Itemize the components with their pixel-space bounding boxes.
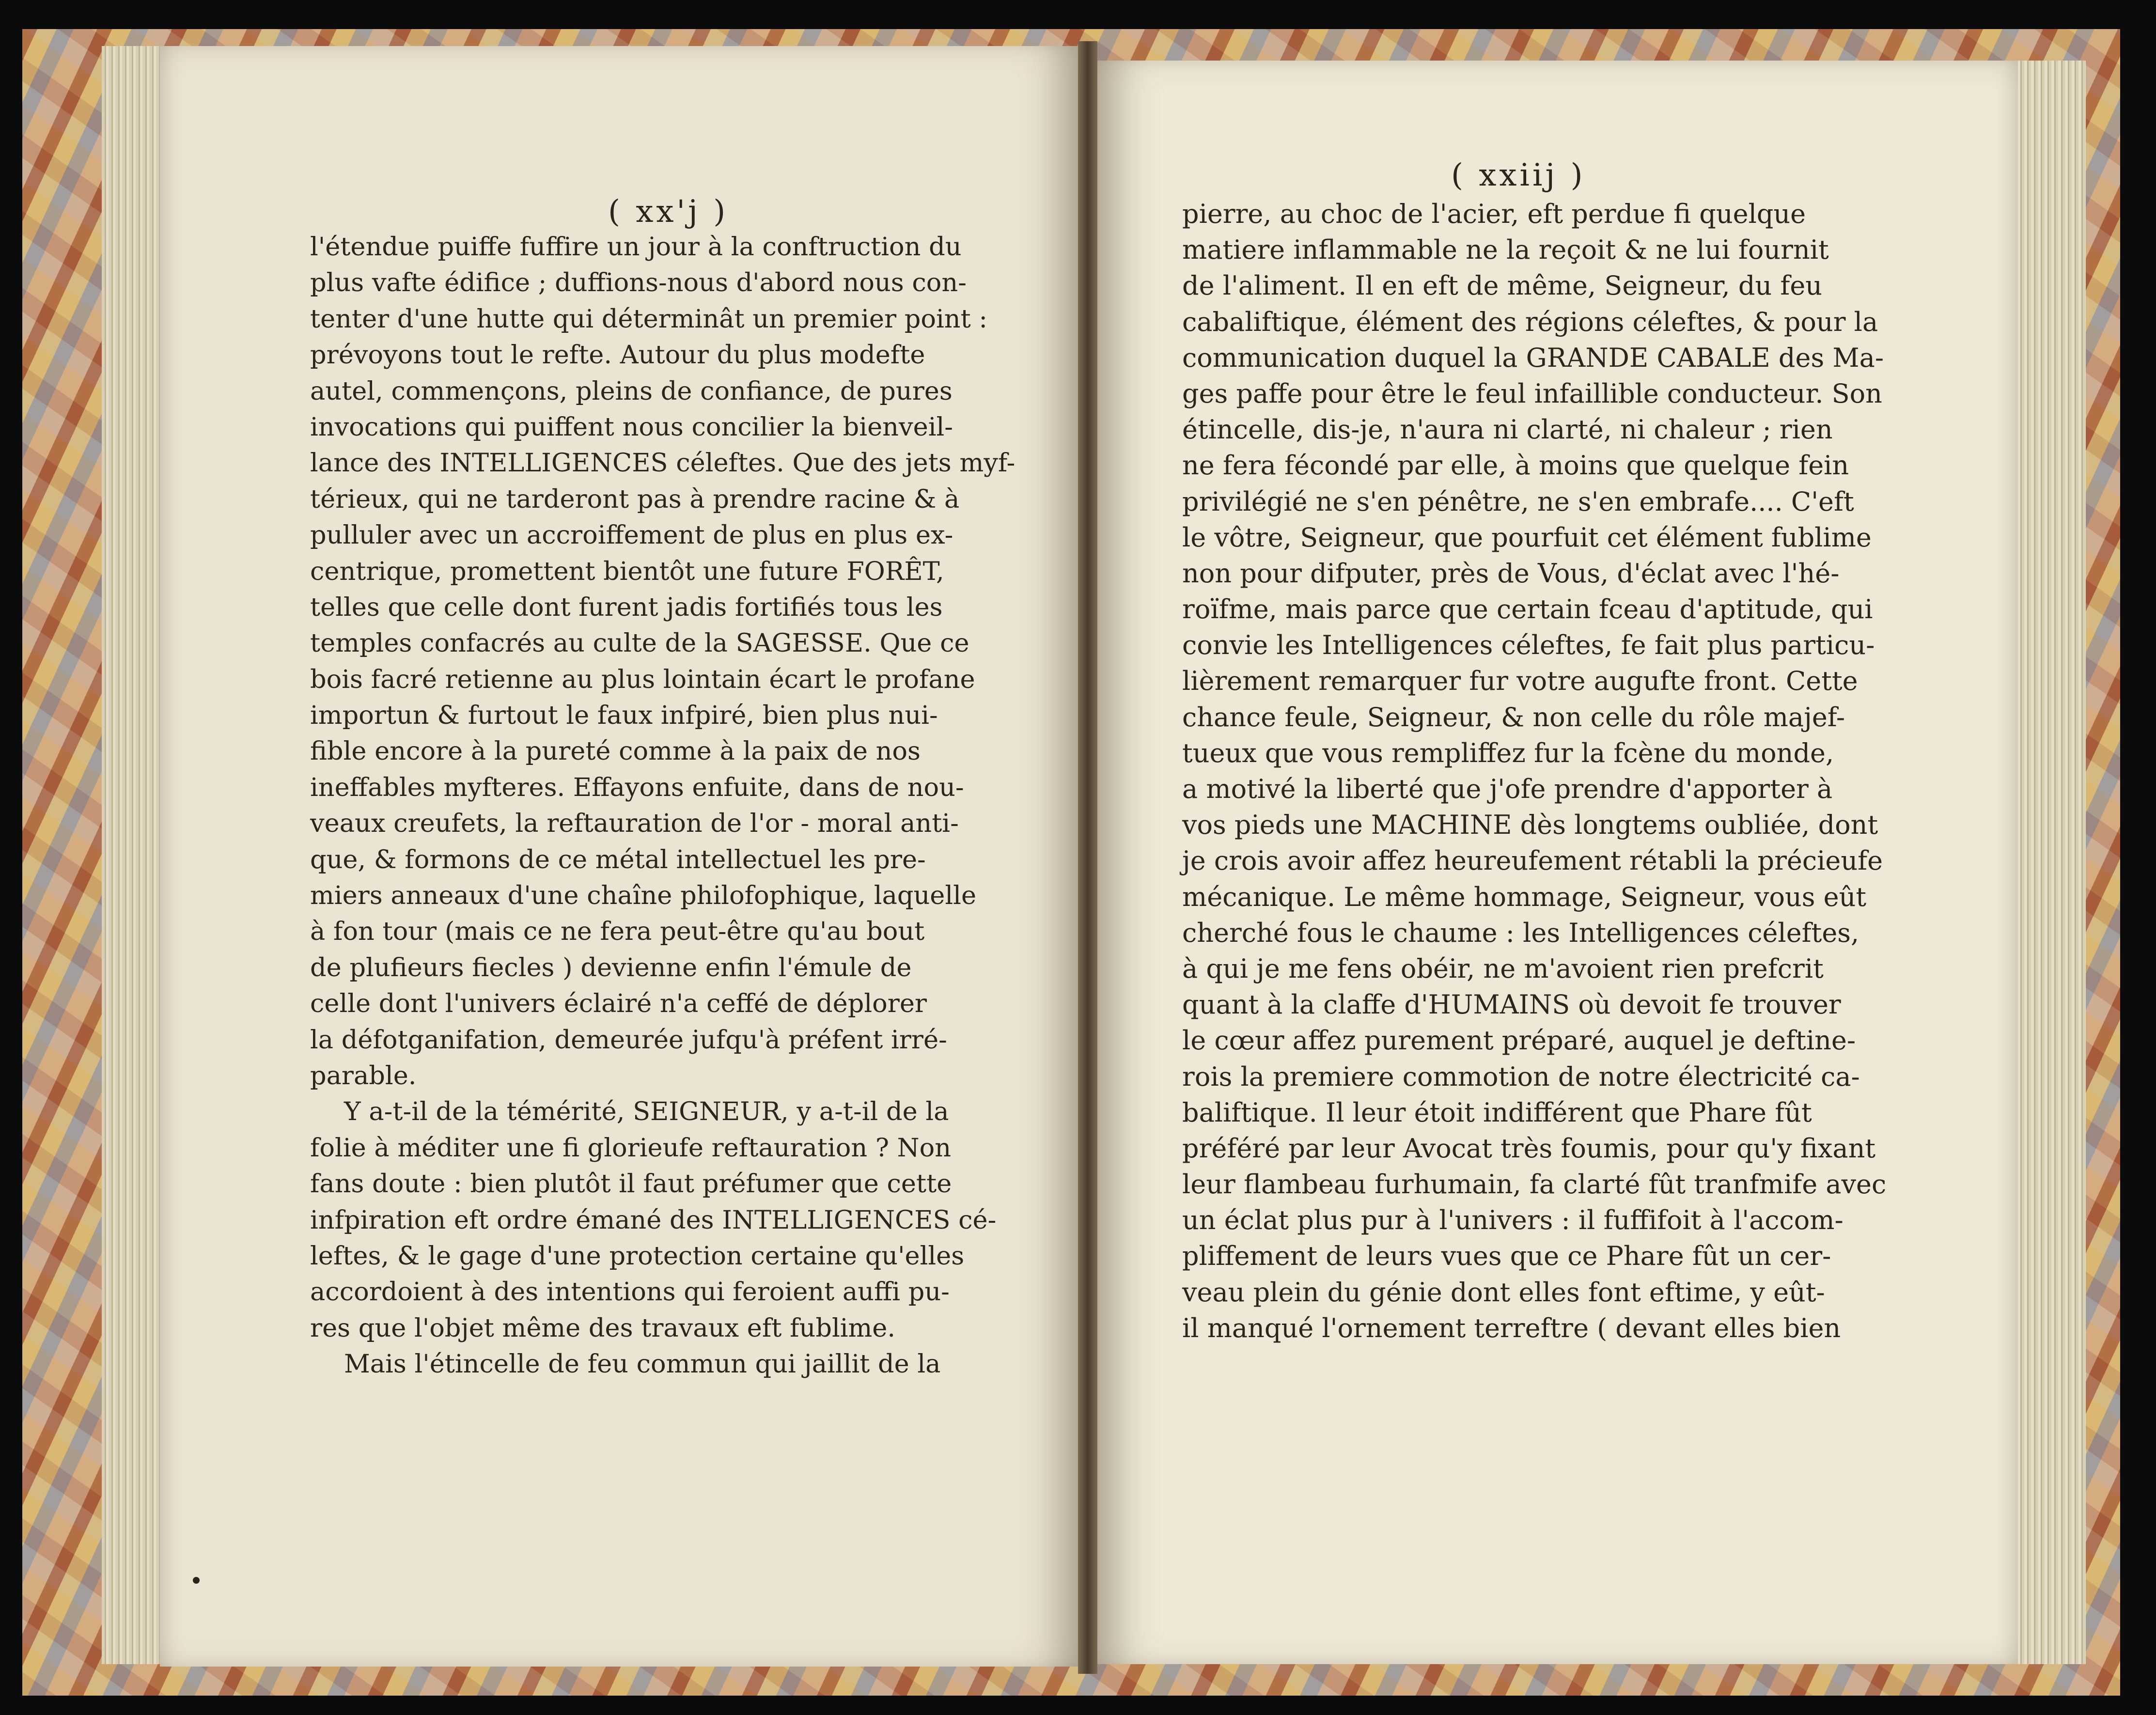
text-line: lièrement remarquer fur votre augufte front. Cette [1182, 666, 1858, 697]
text-line: communication duquel la GRANDE CABALE des Ma- [1182, 342, 1884, 373]
text-line: baliftique. Il leur étoit indifférent que Phare fût [1182, 1097, 1812, 1128]
left-page [160, 46, 1088, 1667]
text-line: a motivé la liberté que j'ofe prendre d'apporter à [1182, 774, 1833, 804]
paragraph-first-line: Mais l'étincelle de feu commun qui jaillit de la [344, 1349, 941, 1379]
text-line: que, & formons de ce métal intellectuel les pre- [310, 844, 926, 874]
text-line: convie les Intelligences céleftes, fe fait plus particu- [1182, 630, 1875, 661]
text-line: lance des INTELLIGENCES céleftes. Que des jets myf- [310, 448, 1016, 478]
text-line: pliffement de leurs vues que ce Phare fût un cer- [1182, 1241, 1831, 1272]
text-line: res que l'objet même des travaux eft fublime. [310, 1313, 896, 1343]
text-line: mécanique. Le même hommage, Seigneur, vous eût [1182, 881, 1867, 912]
text-line: fans doute : bien plutôt il faut préfumer que cette [310, 1169, 952, 1199]
text-line: non pour difputer, près de Vous, d'éclat avec l'hé- [1182, 558, 1840, 589]
text-line: quant à la claffe d'HUMAINS où devoit fe trouver [1182, 989, 1841, 1020]
text-line: tueux que vous rempliffez fur la fcène du monde, [1182, 737, 1834, 768]
text-line: prévoyons tout le refte. Autour du plus modefte [310, 340, 925, 370]
text-line: veaux creufets, la reftauration de l'or - moral anti- [310, 809, 959, 839]
text-line: térieux, qui ne tarderont pas à prendre racine & à [310, 484, 960, 514]
text-line: autel, commençons, pleins de confiance, de pures [310, 376, 953, 406]
text-line: il manqué l'ornement terreftre ( devant elles bien [1182, 1312, 1841, 1343]
text-line: ne fera fécondé par elle, à moins que quelque fein [1182, 450, 1849, 481]
text-line: accordoient à des intentions qui feroient auffi pu- [310, 1277, 950, 1307]
text-line: à fon tour (mais ce ne fera peut-être qu'au bout [310, 917, 925, 947]
left-page-text [310, 229, 1076, 1383]
text-line: l'étendue puiffe fuffire un jour à la conftruction du [310, 232, 962, 262]
text-line: roïfme, mais parce que certain fceau d'aptitude, qui [1182, 594, 1873, 625]
text-line: rois la premiere commotion de notre électricité ca- [1182, 1061, 1860, 1092]
right-page-text [1182, 196, 1982, 1346]
text-line: bois facré retienne au plus lointain écart le profane [310, 664, 975, 694]
text-line: fible encore à la pureté comme à la paix de nos [310, 736, 921, 766]
text-line: telles que celle dont furent jadis fortifiés tous les [310, 592, 943, 622]
text-line: étincelle, dis-je, n'aura ni clarté, ni chaleur ; rien [1182, 414, 1833, 445]
text-line: je crois avoir affez heureufement rétabli la précieufe [1182, 845, 1883, 876]
page-number: ( xx'j ) [608, 194, 729, 230]
text-line: importun & furtout le faux infpiré, bien plus nui- [310, 701, 938, 731]
text-line: chance feule, Seigneur, & non celle du rôle majef- [1182, 702, 1845, 733]
text-line: leur flambeau furhumain, fa clarté fût tranfmife avec [1182, 1169, 1887, 1200]
text-line: infpiration eft ordre émané des INTELLIGENCES cé- [310, 1205, 997, 1235]
text-line: pierre, au choc de l'acier, eft perdue fi quelque [1182, 199, 1806, 229]
text-line: le cœur affez purement préparé, auquel je deftine- [1182, 1025, 1856, 1056]
text-line: ges paffe pour être le feul infaillible conducteur. Son [1182, 378, 1882, 409]
text-line: pulluler avec un accroiffement de plus en plus ex- [310, 520, 953, 550]
text-line: matiere inflammable ne la reçoit & ne lui fournit [1182, 234, 1829, 265]
text-line: cabaliftique, élément des régions céleftes, & pour la [1182, 306, 1878, 337]
text-line: privilégié ne s'en pénêtre, ne s'en embrafe.... C'eft [1182, 486, 1854, 517]
text-line: la défotganifation, demeurée jufqu'à préfent irré- [310, 1025, 947, 1055]
text-line: parable. [310, 1060, 417, 1091]
text-line: le vôtre, Seigneur, que pourfuit cet élément fublime [1182, 522, 1872, 553]
book-gutter [1078, 41, 1097, 1674]
text-line: leftes, & le gage d'une protection certaine qu'elles [310, 1241, 965, 1271]
text-line: préféré par leur Avocat très foumis, pour qu'y fixant [1182, 1133, 1876, 1164]
text-line: un éclat plus pur à l'univers : il fuffifoit à l'accom- [1182, 1205, 1844, 1236]
paragraph-first-line: Y a-t-il de la témérité, SEIGNEUR, y a-t-il de la [344, 1097, 949, 1127]
text-line: plus vafte édifice ; duffions-nous d'abord nous con- [310, 268, 967, 298]
text-line: à qui je me fens obéir, ne m'avoient rien prefcrit [1182, 953, 1824, 984]
text-line: cherché fous le chaume : les Intelligences céleftes, [1182, 917, 1859, 948]
ink-dot [193, 1577, 200, 1584]
text-line: de l'aliment. Il en eft de même, Seigneur, du feu [1182, 270, 1823, 301]
text-line: miers anneaux d'une chaîne philofophique, laquelle [310, 881, 977, 911]
text-line: vos pieds une MACHINE dès longtems oubliée, dont [1182, 810, 1878, 841]
text-line: temples confacrés au culte de la SAGESSE. Que ce [310, 628, 969, 658]
text-line: de plufieurs fiecles ) devienne enfin l'émule de [310, 952, 912, 982]
text-line: centrique, promettent bientôt une future FORÊT, [310, 556, 944, 586]
text-line: invocations qui puiffent nous concilier la bienveil- [310, 412, 953, 442]
text-line: folie à méditer une fi glorieufe reftauration ? Non [310, 1133, 952, 1163]
text-line: veau plein du génie dont elles font eftime, y eût- [1182, 1277, 1825, 1308]
text-line: tenter d'une hutte qui déterminât un premier point : [310, 304, 988, 334]
text-line: celle dont l'univers éclairé n'a ceffé de déplorer [310, 989, 927, 1019]
page-number: ( xxiij ) [1451, 157, 1586, 193]
right-page [1088, 61, 2018, 1664]
text-line: ineffables myfteres. Effayons enfuite, dans de nou- [310, 772, 964, 802]
right-page-stack-edge [2011, 61, 2086, 1664]
